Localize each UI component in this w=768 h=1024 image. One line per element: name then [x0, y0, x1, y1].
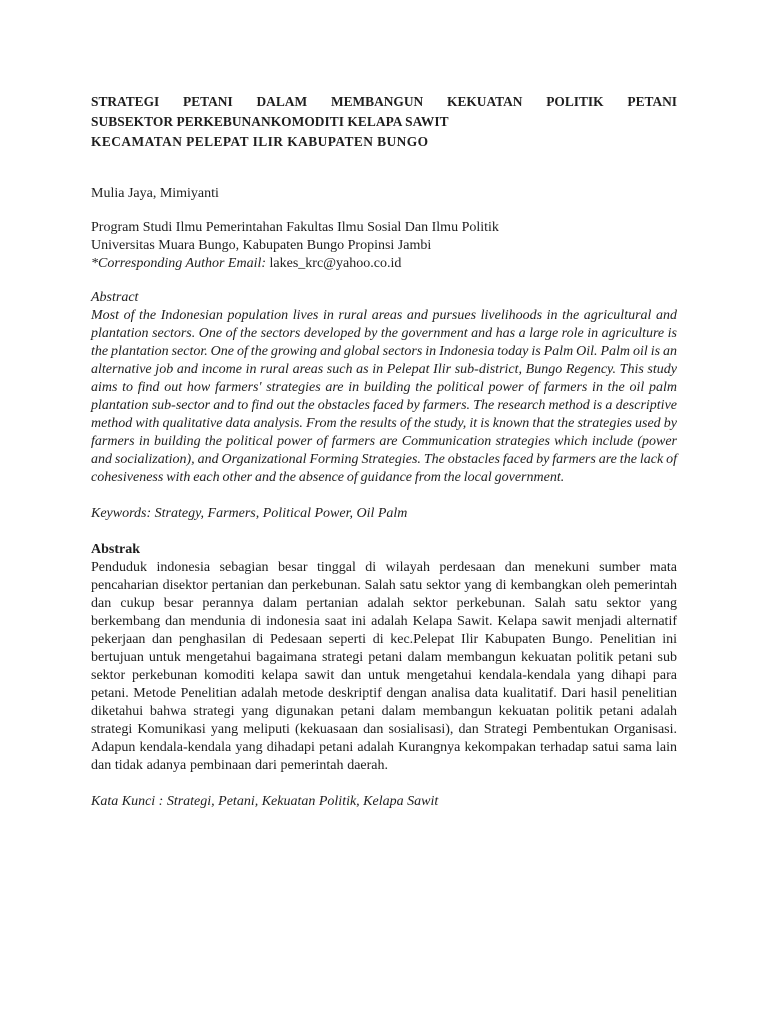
email-label: *Corresponding Author Email: — [91, 256, 267, 271]
affiliation-line-2: Universitas Muara Bungo, Kabupaten Bungo Propinsi Jambi — [91, 238, 432, 253]
abstract-heading: Abstract — [91, 290, 139, 305]
paper-title — [91, 92, 677, 152]
abstrak-indonesian — [91, 541, 677, 775]
title-line-2: SUBSEKTOR PERKEBUNANKOMODITI KELAPA SAWIT — [91, 114, 449, 129]
email-address: lakes_krc@yahoo.co.id — [266, 256, 402, 271]
author-list: Mulia Jaya, Mimiyanti — [91, 186, 219, 201]
corresponding-email-line — [91, 255, 677, 273]
abstract-text: Most of the Indonesian population lives in rural areas and pursues livelihoods in the agricultural and plantation sectors. One of the sectors developed by the government and has a large role in agriculture is the plantation sector. One of the growing and global sectors in Indonesia today is Palm Oil. Palm oil is an alternative job and income in rural areas such as in Pelepat Ilir sub-district, Bungo Regency. This study aims to find out how farmers' strategies are in building the political power of farmers in the oil palm plantation sub-sector and to find out the obstacles faced by farmers. The research method is a descriptive method with qualitative data analysis. From the results of the study, it is known that the strategies used by farmers in building the political power of farmers are Communication strategies which include (power and socialization), and Organizational Forming Strategies. The obstacles faced by farmers are the lack of cohesiveness with each other and the absence of guidance from the local government. — [91, 308, 677, 485]
affiliation-block — [91, 219, 677, 273]
affiliation-line-1: Program Studi Ilmu Pemerintahan Fakultas Ilmu Sosial Dan Ilmu Politik — [91, 220, 499, 235]
title-line-3: KECAMATAN PELEPAT ILIR KABUPATEN BUNGO — [91, 134, 429, 149]
title-line-1: STRATEGI PETANI DALAM MEMBANGUN KEKUATAN POLITIK PETANI — [91, 94, 677, 109]
abstract-english — [91, 289, 677, 487]
kata-kunci: Kata Kunci : Strategi, Petani, Kekuatan Politik, Kelapa Sawit — [91, 794, 439, 809]
abstrak-text: Penduduk indonesia sebagian besar tinggal di wilayah perdesaan dan menekuni sumber mata pencaharian disektor pertanian dan perkebunan. Salah satu sektor yang di kembangkan oleh pemerintah dan cukup besar perannya dalam pertanian adalah sektor perkebunan. Salah satu sektor yang berkembang dan mendunia di indonesia saat ini adalah Kelapa Sawit. Kelapa sawit menjadi alternatif pekerjaan dan penghasilan di Pedesaan seperti di kec.Pelepat Ilir Kabupaten Bungo. Penelitian ini bertujuan untuk mengetahui bagaimana strategi petani dalam membangun kekuatan politik petani sub sektor perkebunan komoditi kelapa sawit dan untuk mengetahui kendala-kendala yang dihapi para petani. Metode Penelitian adalah metode deskriptif dengan analisa data kualitatif. Dari hasil penelitian diketahui bahwa strategi yang digunakan petani dalam membangun kekuatan politik petani adalah strategi Komunikasi yang meliputi (kekuasaan dan sosialisasi), dan Strategi Pembentukan Organisasi. Adapun kendala-kendala yang dihadapi petani adalah Kurangnya kekompakan terhadap satui sama lain dan tidak adanya pembinaan dari pemerintah daerah. — [91, 560, 677, 773]
abstrak-heading: Abstrak — [91, 542, 141, 557]
keywords-english: Keywords: Strategy, Farmers, Political Power, Oil Palm — [91, 506, 408, 521]
